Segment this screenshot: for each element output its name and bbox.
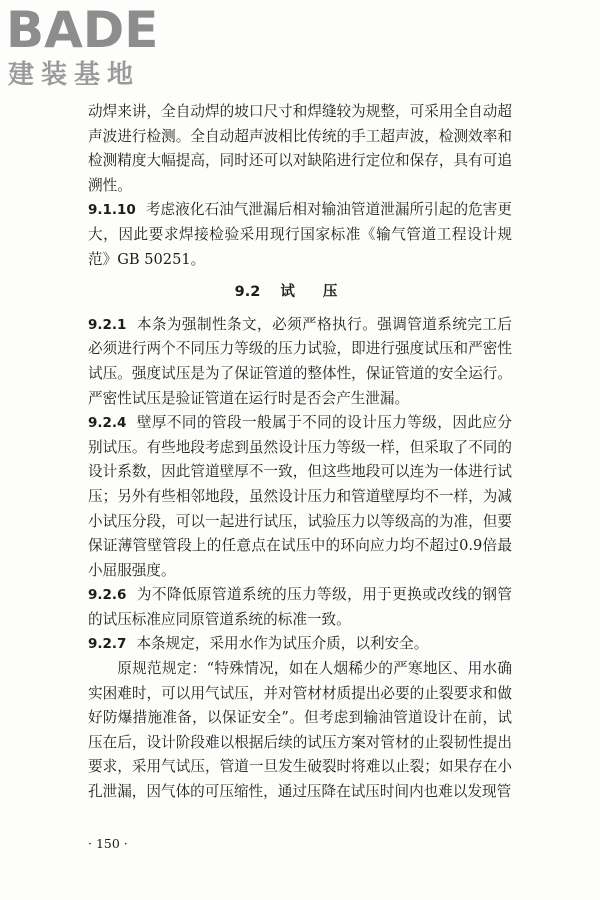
logo-subtitle: 建装基地 bbox=[8, 60, 141, 90]
clause-9-1-10: 9.1.10 考虑液化石油气泄漏后相对输油管道泄漏所引起的危害更大，因此要求焊接检验采用现行国家标准《输气管道工程设计规范》GB 50251。 bbox=[88, 201, 512, 268]
section-number: 9.2 bbox=[234, 284, 261, 301]
clause-9-2-4: 9.2.4 壁厚不同的管段一般属于不同的设计压力等级，因此应分别试压。有些地段考虑到虽然设计压力等级一样，但采取了不同的设计系数，因此管道壁厚不一致，但这些地段可以连为一体进行试压；另外有些相邻地段，虽然设计压力和管道壁厚均不一样，为减小试压分段，可以一起进行试压，试验压力以等级高的为准，但要保证薄管壁管段上的任意点在试压中的环向应力均不超过0.9倍最小屈服强度。 bbox=[88, 414, 512, 579]
clause-number: 9.2.6 bbox=[88, 587, 127, 604]
clause-9-2-6: 9.2.6 为不降低原管道系统的压力等级，用于更换或改线的钢管的试压标准应同原管道系统的标准一致。 bbox=[88, 586, 512, 628]
clause-number: 9.1.10 bbox=[88, 202, 136, 219]
section-heading bbox=[88, 280, 512, 305]
clause-number: 9.2.4 bbox=[88, 415, 127, 432]
paragraph-original-rule: 原规范规定：“特殊情况，如在人烟稀少的严寒地区、用水确实困难时，可以用气试压，并对管材材质提出必要的止裂要求和做好防爆措施准备，以保证安全”。但考虑到输油管道设计在前，试压在后，设计阶段难以根据后续的试压方案对管材的止裂韧性提出要求，采用气试压，管道一旦发生破裂时将难以止裂；如果存在小孔泄漏，因气体的可压缩性，通过压降在试压时间内也难以发现管 bbox=[88, 660, 512, 801]
clause-9-2-1: 9.2.1 本条为强制性条文，必须严格执行。强调管道系统完工后必须进行两个不同压力等级的压力试验，即进行强度试压和严密性试压。强度试压是为了保证管道的整体性，保证管道的安全运行。严密性试压是验证管道在运行时是否会产生泄漏。 bbox=[88, 315, 512, 407]
clause-9-2-7: 9.2.7 本条规定，采用水作为试压介质，以利安全。 bbox=[88, 635, 429, 653]
page-number: · 150 · bbox=[88, 836, 128, 851]
section-title: 试压 bbox=[280, 284, 366, 301]
page-body bbox=[88, 100, 512, 805]
clause-number: 9.2.7 bbox=[88, 636, 127, 653]
paragraph-continued: 动焊来讲，全自动焊的坡口尺寸和焊缝较为规整，可采用全自动超声波进行检测。全自动超声波相比传统的手工超声波，检测效率和检测精度大幅提高，同时还可以对缺陷进行定位和保存，具有可追溯性。 bbox=[88, 103, 512, 194]
logo bbox=[6, 1, 186, 92]
logo-word: BADE bbox=[6, 1, 159, 59]
clause-number: 9.2.1 bbox=[88, 316, 127, 333]
